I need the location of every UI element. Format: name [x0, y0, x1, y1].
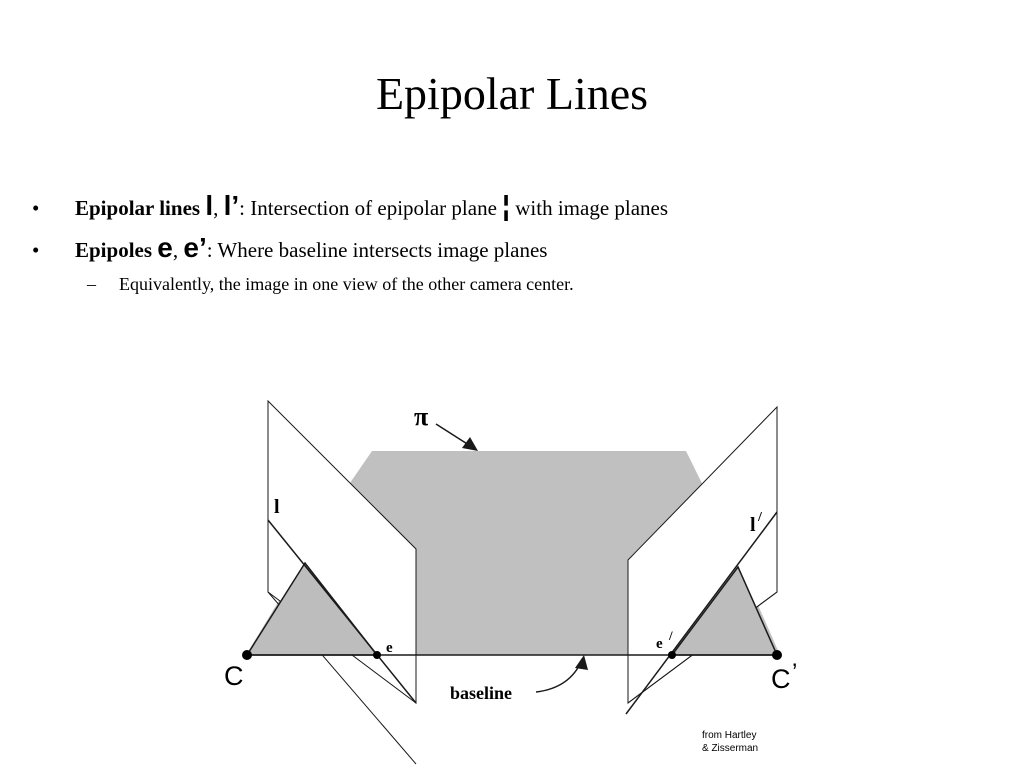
bullet-2-term: Epipoles	[75, 238, 153, 262]
bullet-glyph: •	[32, 238, 40, 262]
pi-label: π	[414, 402, 429, 431]
credit-line-2: & Zisserman	[702, 743, 759, 754]
epipole-right-dot	[668, 651, 676, 659]
plane-symbol: ¦	[502, 190, 510, 221]
left-image-plane	[268, 401, 416, 703]
bullet-1-prime: ’	[231, 190, 240, 221]
bullet-1-comma: ,	[213, 196, 219, 220]
l-left-label: l	[274, 496, 280, 518]
epipole-left-dot	[373, 651, 381, 659]
bullet-1-sym2: l	[223, 190, 232, 221]
sub-bullet-glyph: –	[87, 274, 96, 294]
l-right-label: l	[750, 514, 756, 536]
bullet-2-comma: ,	[172, 238, 179, 262]
camera-c-right-label: C	[771, 664, 791, 694]
camera-center-left-dot	[242, 650, 252, 660]
baseline-arrow-head	[575, 655, 588, 670]
bullet-1-text-post: with image planes	[515, 196, 669, 220]
baseline-label: baseline	[450, 683, 513, 703]
camera-c-right-prime: ’	[792, 659, 798, 686]
bullet-glyph: •	[32, 196, 40, 220]
slide-title: Epipolar Lines	[375, 68, 649, 119]
baseline-arrow-shaft	[536, 660, 582, 692]
e-right-prime: /	[669, 628, 673, 643]
bullet-1-term: Epipolar lines	[75, 196, 201, 220]
l-right-prime: /	[758, 510, 762, 525]
bullet-2-sym2: e	[183, 232, 199, 263]
e-right-label: e	[656, 636, 663, 652]
e-left-label: e	[386, 640, 393, 656]
figure-credit	[702, 729, 758, 755]
bullet-2-sym1: e	[157, 232, 173, 263]
bullet-1-sym1: l	[205, 190, 214, 221]
bullet-2-text: : Where baseline intersects image planes	[206, 238, 548, 262]
camera-c-left-label: C	[224, 661, 244, 691]
bullet-2-prime: ’	[198, 232, 207, 263]
sub-bullet-text: Equivalently, the image in one view of the other camera center.	[119, 274, 574, 294]
credit-line-1: from Hartley	[702, 730, 757, 741]
bullet-1-text-pre: : Intersection of epipolar plane	[239, 196, 497, 220]
camera-center-right-dot	[772, 650, 782, 660]
pi-arrow-head	[462, 437, 478, 451]
